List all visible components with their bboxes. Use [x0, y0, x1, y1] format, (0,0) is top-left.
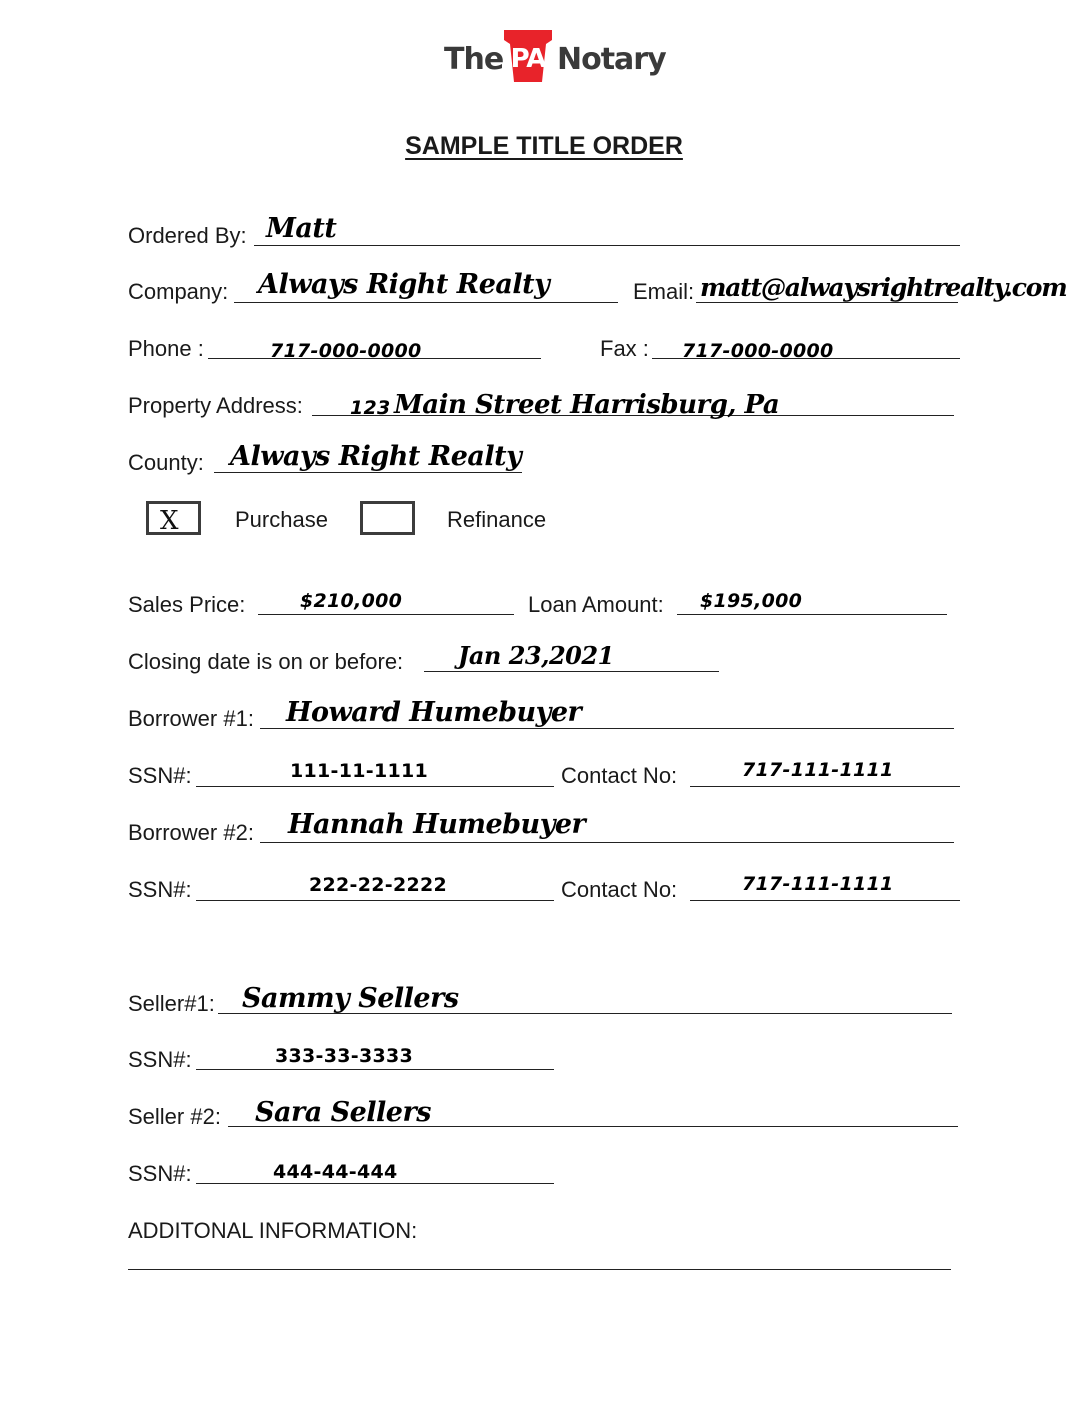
property-address-number: 123 [350, 397, 391, 419]
seller2-label: Seller #2: [128, 1104, 221, 1129]
borrower2-ssn-value: 222-22-2222 [309, 874, 448, 896]
company-value: Always Right Realty [258, 269, 550, 300]
logo-text-the: The [444, 42, 504, 77]
loan-amount-label: Loan Amount: [528, 592, 664, 617]
borrower1-contact-line [690, 786, 960, 787]
borrower2-contact-line [690, 900, 960, 901]
borrower2-label: Borrower #2: [128, 820, 254, 845]
closing-date-value: Jan 23,2021 [458, 641, 614, 670]
borrower1-line [260, 728, 954, 729]
sales-price-value: $210,000 [300, 590, 403, 612]
seller2-value: Sara Sellers [255, 1097, 431, 1128]
additional-information-line [128, 1269, 951, 1270]
county-value: Always Right Realty [230, 441, 522, 472]
loan-amount-line [677, 614, 947, 615]
seller1-ssn-value: 333-33-3333 [275, 1045, 414, 1067]
fax-value: 717-000-0000 [682, 340, 834, 362]
sales-price-label: Sales Price: [128, 592, 246, 617]
borrower2-contact-value: 717-111-1111 [742, 873, 894, 895]
seller2-ssn-label: SSN#: [128, 1161, 192, 1186]
document-title: SAMPLE TITLE ORDER [405, 132, 683, 160]
refinance-label: Refinance [447, 507, 547, 532]
borrower1-contact-value: 717-111-1111 [742, 759, 894, 781]
closing-date-line [424, 671, 719, 672]
borrower1-ssn-value: 111-11-1111 [290, 760, 429, 782]
property-address-label: Property Address: [128, 393, 303, 418]
ordered-by-label: Ordered By: [128, 223, 247, 248]
county-line [214, 472, 522, 473]
borrower1-ssn-label: SSN#: [128, 763, 192, 788]
seller1-label: Seller#1: [128, 991, 215, 1016]
company-line [234, 302, 618, 303]
seller1-ssn-label: SSN#: [128, 1047, 192, 1072]
email-value: matt@alwaysrightrealty.com [700, 273, 1067, 302]
seller2-ssn-line [196, 1183, 554, 1184]
seller1-value: Sammy Sellers [242, 983, 459, 1014]
seller2-ssn-value: 444-44-444 [273, 1161, 398, 1183]
fax-label: Fax : [600, 336, 649, 361]
phone-label: Phone : [128, 336, 204, 361]
refinance-checkbox[interactable] [360, 501, 415, 535]
additional-information-label: ADDITONAL INFORMATION: [128, 1218, 418, 1243]
the-pa-notary-logo [444, 30, 674, 84]
purchase-check-mark: X [160, 506, 179, 536]
borrower2-contact-label: Contact No: [561, 877, 678, 902]
ordered-by-value: Matt [266, 213, 337, 244]
loan-amount-value: $195,000 [700, 590, 803, 612]
seller1-ssn-line [196, 1069, 554, 1070]
borrower1-label: Borrower #1: [128, 706, 254, 731]
borrower2-value: Hannah Humebuyer [288, 809, 586, 840]
closing-date-label: Closing date is on or before: [128, 649, 404, 674]
borrower2-ssn-line [196, 900, 554, 901]
borrower1-contact-label: Contact No: [561, 763, 678, 788]
county-label: County: [128, 450, 204, 475]
logo-text-pa: PA [510, 44, 546, 74]
borrower2-line [260, 842, 954, 843]
borrower1-ssn-line [196, 786, 554, 787]
phone-value: 717-000-0000 [270, 340, 422, 362]
borrower1-value: Howard Humebuyer [286, 697, 582, 728]
logo-text-notary: Notary [557, 42, 666, 77]
purchase-label: Purchase [235, 507, 328, 532]
purchase-checkbox[interactable] [146, 501, 201, 535]
ordered-by-line [254, 245, 960, 246]
email-label: Email: [633, 279, 695, 304]
company-label: Company: [128, 279, 229, 304]
borrower2-ssn-label: SSN#: [128, 877, 192, 902]
property-address-street: Main Street Harrisburg, Pa [394, 390, 780, 420]
sales-price-line [258, 614, 514, 615]
